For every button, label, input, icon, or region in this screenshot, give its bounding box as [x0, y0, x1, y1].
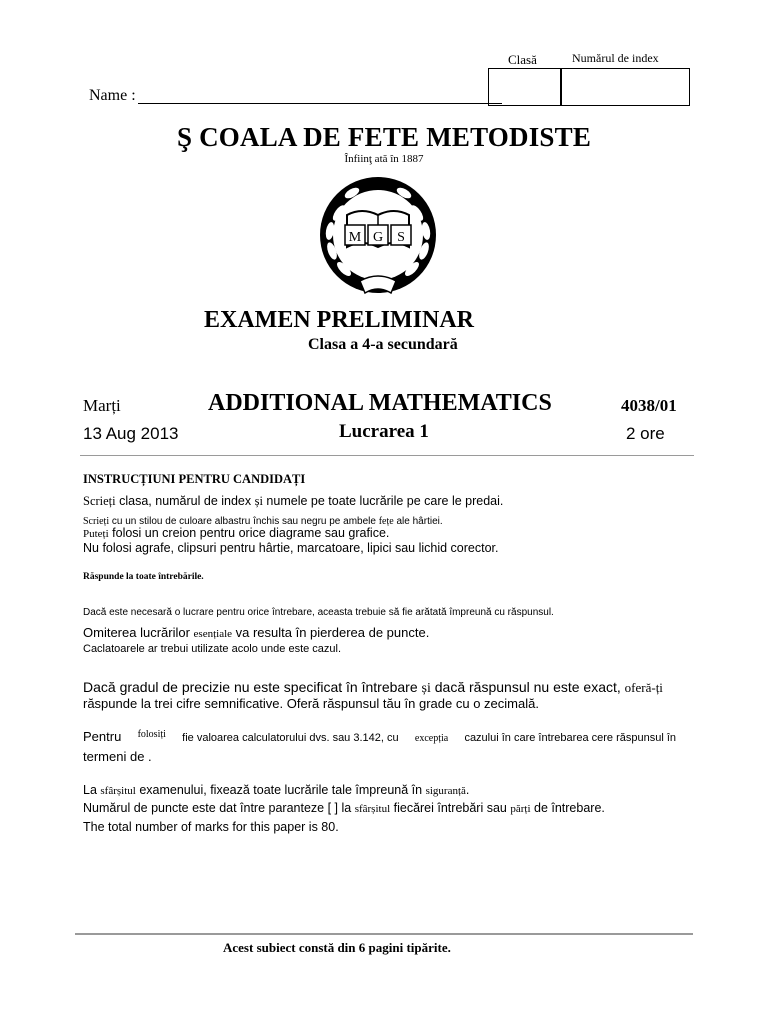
paper-number: Lucrarea 1: [339, 421, 429, 442]
instruction-line-3: Puteți folosi un creion pentru orice diagrame sau grafice.: [83, 526, 390, 540]
index-box[interactable]: [560, 68, 690, 106]
header-divider: [80, 455, 694, 456]
total-marks-note: The total number of marks for this paper is 80.: [83, 820, 339, 834]
exam-date: 13 Aug 2013: [83, 424, 179, 443]
instructions-title: INSTRUCȚIUNI PENTRU CANDIDAȚI: [83, 472, 306, 486]
instruction-line-13: Numărul de puncte este dat între paranteze [ ] la sfârșitul fiecărei întrebări sau părți de întrebare.: [83, 801, 605, 815]
class-label: Clasă: [508, 52, 537, 67]
name-label: Name :: [89, 87, 136, 104]
instruction-line-11: termeni de .: [83, 749, 152, 764]
instruction-line-9: răspunde la trei cifre semnificative. Oferă răspunsul tău în grade cu o zecimală.: [83, 696, 539, 711]
index-label: Numărul de index: [572, 51, 659, 65]
founded-note: Înfiinţ ată în 1887: [344, 153, 424, 165]
instruction-line-5: Dacă este necesară o lucrare pentru orice întrebare, aceasta trebuie să fie arătată împreună cu răspunsul.: [83, 607, 554, 618]
exam-duration: 2 ore: [626, 424, 665, 443]
school-crest-logo: [315, 175, 441, 299]
paper-code: 4038/01: [621, 396, 677, 415]
class-box[interactable]: [488, 68, 562, 106]
page-count-note: Acest subiect constă din 6 pagini tipărite.: [223, 940, 451, 955]
instruction-line-10: Pentru folosiți fie valoarea calculatorului dvs. sau 3.142, cu excepția cazului în care întrebarea cere răspunsul în: [83, 729, 676, 744]
instruction-line-12: La sfârșitul examenului, fixează toate lucrările tale împreună în siguranță.: [83, 783, 470, 797]
footer-divider: [75, 933, 693, 935]
exam-title: EXAMEN PRELIMINAR: [204, 307, 474, 333]
exam-day: Marți: [83, 396, 121, 415]
instruction-line-7: Caclatoarele ar trebui utilizate acolo unde este cazul.: [83, 643, 342, 655]
instruction-line-8: Dacă gradul de precizie nu este specificat în întrebare și dacă răspunsul nu este exact, oferă-ți: [83, 679, 663, 696]
crest-letter-m: M: [348, 230, 362, 245]
school-name: Ş COALA DE FETE METODISTE: [176, 122, 592, 152]
instruction-line-4: Nu folosi agrafe, clipsuri pentru hârtie, marcatoare, lipici sau lichid corector.: [83, 541, 499, 555]
instruction-line-1: Scrieți clasa, numărul de index și numele pe toate lucrările pe care le predai.: [83, 494, 504, 508]
instruction-line-6: Omiterea lucrărilor esențiale va resulta în pierderea de puncte.: [83, 625, 430, 640]
crest-letter-s: S: [397, 230, 405, 245]
answer-all-note: Răspunde la toate întrebările.: [83, 572, 204, 582]
crest-letter-g: G: [372, 230, 384, 245]
subject-title: ADDITIONAL MATHEMATICS: [208, 390, 552, 416]
name-field-line[interactable]: [138, 103, 502, 104]
exam-subtitle: Clasa a 4-a secundară: [308, 336, 458, 353]
instruction-line-2: Scrieți cu un stilou de culoare albastru închis sau negru pe ambele fețe ale hârtiei.: [83, 516, 443, 527]
